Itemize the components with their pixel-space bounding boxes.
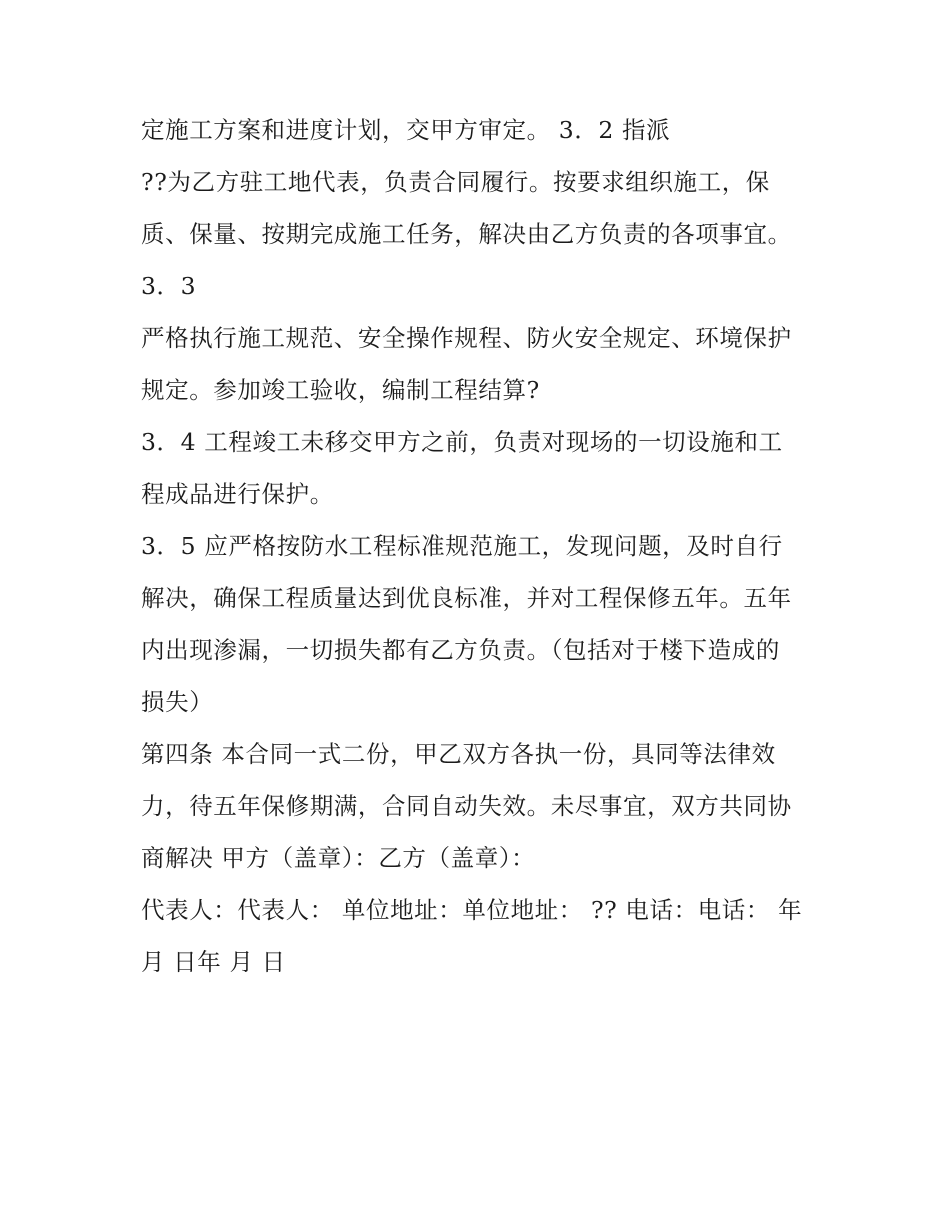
text-line: 力，待五年保修期满，合同自动失效。未尽事宜，双方共同协 bbox=[141, 792, 792, 820]
text-line: 损失） bbox=[141, 688, 214, 716]
text-line: ??为乙方驻工地代表，负责合同履行。按要求组织施工，保 bbox=[141, 168, 770, 196]
text-line: 月 日年 月 日 bbox=[141, 948, 286, 976]
text-line: 定施工方案和进度计划，交甲方审定。 3．2 指派 bbox=[141, 116, 671, 144]
text-line: 3．4 工程竣工未移交甲方之前，负责对现场的一切设施和工 bbox=[141, 428, 783, 456]
text-line: 商解决 甲方（盖章）：乙方（盖章）： bbox=[141, 844, 536, 872]
text-line: 质、保量、按期完成施工任务，解决由乙方负责的各项事宜。 bbox=[141, 220, 792, 248]
text-line: 代表人：代表人： 单位地址：单位地址： ?? 电话：电话： 年 bbox=[141, 896, 803, 924]
contract-text bbox=[141, 108, 821, 992]
text-line: 3．3 bbox=[141, 272, 197, 300]
text-line: 3．5 应严格按防水工程标准规范施工，发现问题，及时自行 bbox=[141, 532, 783, 560]
text-line: 规定。参加竣工验收，编制工程结算? bbox=[141, 376, 540, 404]
text-line: 严格执行施工规范、安全操作规程、防火安全规定、环境保护 bbox=[141, 324, 792, 352]
text-line: 内出现渗漏，一切损失都有乙方负责。（包括对于楼下造成的 bbox=[141, 636, 780, 664]
text-line: 程成品进行保护。 bbox=[141, 480, 334, 508]
text-line: 第四条 本合同一式二份，甲乙双方各执一份，具同等法律效 bbox=[141, 740, 776, 768]
text-line: 解决，确保工程质量达到优良标准，并对工程保修五年。五年 bbox=[141, 584, 792, 612]
